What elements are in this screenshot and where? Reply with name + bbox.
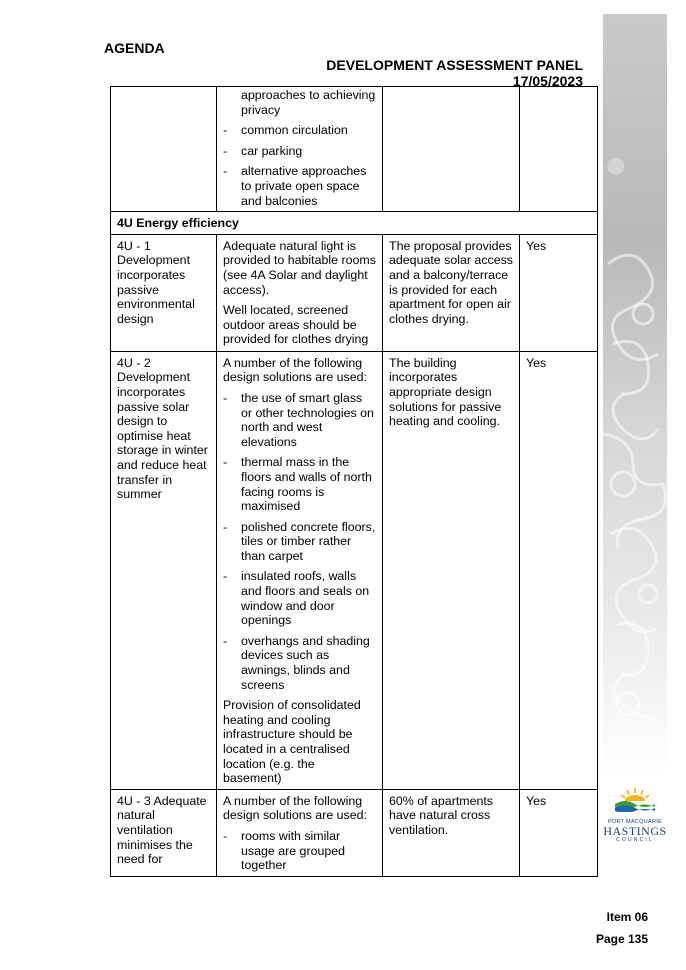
table-row [111, 789, 598, 876]
section-header-row [111, 212, 598, 235]
cell-guidance [217, 789, 383, 876]
list-item: - car parking [223, 144, 376, 159]
list-item: - overhangs and shading devices such as awnings, blinds and screens [223, 634, 376, 692]
cell-criterion: 4U - 3 Adequate natural ventilation minimises the need for [111, 789, 217, 876]
list-item: - rooms with similar usage are grouped together [223, 829, 376, 873]
guidance-outro: Provision of consolidated heating and cooling infrastructure should be located in a centralised location (e.g. the basement) [223, 698, 361, 786]
list-item: - polished concrete floors, tiles or timber rather than carpet [223, 520, 376, 564]
cell-comment-empty [383, 87, 520, 212]
guidance-paragraph: Well located, screened outdoor areas should be provided for clothes drying [223, 303, 369, 347]
guidance-intro: A number of the following design solutions are used: [223, 793, 367, 823]
cell-comment: The building incorporates appropriate design solutions for passive heating and cooling. [383, 351, 520, 789]
council-logo [603, 786, 667, 846]
cell-comment: 60% of apartments have natural cross ventilation. [383, 789, 520, 876]
table-row-continued [111, 87, 598, 212]
meeting-date: 17/05/2023 [512, 73, 583, 89]
table-row [111, 234, 598, 351]
cell-guidance [217, 234, 383, 351]
assessment-table [110, 86, 598, 877]
cell-complies: Yes [520, 351, 598, 789]
cell-criterion: 4U - 1 Development incorporates passive environmental design [111, 234, 217, 351]
cell-complies: Yes [520, 234, 598, 351]
logo-text-port: PORT MACQUARIE [607, 819, 663, 825]
page-number: Page 135 [595, 932, 648, 946]
cell-comment: The proposal provides adequate solar access and a balcony/terrace is provided for each apartment for open air clothes drying. [383, 234, 520, 351]
table-row [111, 351, 598, 789]
cell-criterion: 4U - 2 Development incorporates passive solar design to optimise heat storage in winter and reduce heat transfer in summer [111, 351, 217, 789]
decorative-side-band [603, 14, 667, 774]
list-item: - the use of smart glass or other technologies on north and west elevations [223, 391, 376, 449]
agenda-heading: AGENDA [104, 40, 165, 56]
cell-guidance-continued [217, 87, 383, 212]
list-item: - common circulation [223, 123, 376, 138]
logo-text-council: COUNCIL [616, 837, 654, 843]
cell-guidance [217, 351, 383, 789]
cell-complies-empty [520, 87, 598, 212]
list-item: - thermal mass in the floors and walls of north facing rooms is maximised [223, 455, 376, 513]
cell-criterion-empty [111, 87, 217, 212]
section-title: 4U Energy efficiency [111, 212, 598, 235]
guidance-intro: A number of the following design solutions are used: [223, 355, 367, 385]
list-item: - alternative approaches to private open space and balconies [223, 164, 376, 208]
logo-text-hastings: HASTINGS [603, 824, 667, 838]
item-number: Item 06 [606, 910, 648, 924]
list-item: - insulated roofs, walls and floors and seals on window and door openings [223, 569, 376, 627]
panel-heading: DEVELOPMENT ASSESSMENT PANEL [326, 57, 583, 73]
swirl-pattern-icon [603, 14, 667, 774]
sun-wave-logo-icon [613, 786, 657, 812]
list-item: approaches to achieving privacy [241, 88, 376, 117]
cell-complies: Yes [520, 789, 598, 876]
guidance-paragraph: Adequate natural light is provided to habitable rooms (see 4A Solar and daylight access). [223, 238, 376, 297]
